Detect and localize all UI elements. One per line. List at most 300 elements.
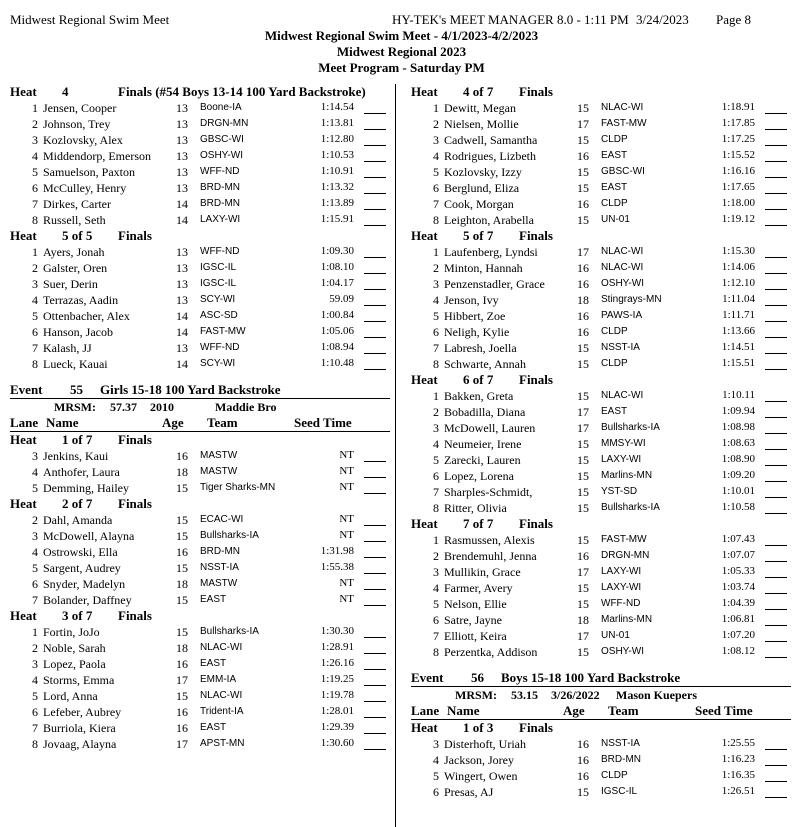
entry-row [10, 656, 390, 672]
swimmer-age: 15 [577, 485, 589, 499]
meet-record [10, 399, 390, 415]
lane-number: 6 [32, 181, 38, 195]
seed-time: 1:03.74 [721, 581, 755, 593]
swimmer-name: Bobadilla, Diana [444, 405, 526, 419]
entry-row [10, 592, 390, 608]
heat-heading [411, 372, 791, 388]
result-blank [765, 369, 787, 370]
seed-time: 1:17.25 [721, 133, 755, 145]
swimmer-age: 15 [176, 593, 188, 607]
swimmer-name: Samuelson, Paxton [43, 165, 135, 179]
swimmer-name: Storms, Emma [43, 673, 115, 687]
swimmer-name: Snyder, Madelyn [43, 577, 126, 591]
swimmer-name: Lefeber, Aubrey [43, 705, 122, 719]
entry-row [10, 576, 390, 592]
swimmer-age: 17 [577, 565, 589, 579]
swimmer-name: McDowell, Lauren [444, 421, 536, 435]
meet-title: Midwest Regional Swim Meet - 4/1/2023-4/2/2023 [264, 28, 539, 43]
result-blank [765, 657, 787, 658]
entry-row [411, 308, 791, 324]
swimmer-name: Berglund, Eliza [444, 181, 520, 195]
swimmer-name: Galster, Oren [43, 261, 108, 275]
event-label: Event [10, 382, 43, 397]
swimmer-age: 16 [176, 705, 188, 719]
swimmer-age: 13 [176, 181, 188, 195]
team-code: EMM-IA [200, 674, 237, 685]
swimmer-name: Neumeier, Irene [444, 437, 522, 451]
result-blank [765, 449, 787, 450]
lane-number: 7 [32, 593, 38, 607]
seed-time: 1:15.52 [721, 149, 755, 161]
swimmer-name: Terrazas, Aadin [43, 293, 119, 307]
entry-row [411, 356, 791, 372]
result-blank [765, 193, 787, 194]
seed-time: 1:07.20 [721, 629, 755, 641]
result-blank [765, 305, 787, 306]
heat-number: 3 of 7 [62, 608, 93, 623]
entry-row [10, 148, 390, 164]
result-blank [364, 321, 386, 322]
swimmer-age: 17 [577, 629, 589, 643]
team-code: Marlins-MN [601, 614, 653, 625]
result-blank [364, 337, 386, 338]
lane-number: 3 [32, 529, 38, 543]
heat-label: Heat [10, 496, 37, 511]
team-code: LAXY-WI [601, 454, 642, 465]
lane-number: 5 [433, 165, 439, 179]
team-code: BRD-MN [601, 754, 641, 765]
lane-number: 4 [433, 581, 439, 595]
team-code: FAST-MW [200, 326, 246, 337]
lane-number: 6 [433, 613, 439, 627]
swimmer-age: 15 [577, 533, 589, 547]
entry-row [411, 164, 791, 180]
entry-row [10, 704, 390, 720]
heat-label: Heat [10, 432, 37, 447]
lane-number: 2 [433, 405, 439, 419]
event-label: Event [411, 670, 444, 685]
team-code: SCY-WI [200, 358, 236, 369]
team-code: BRD-MN [200, 546, 240, 557]
lane-number: 8 [433, 645, 439, 659]
seed-time: 1:08.63 [721, 437, 755, 449]
lane-number: 2 [433, 261, 439, 275]
entry-row [411, 244, 791, 260]
swimmer-name: Kozlovsky, Alex [43, 133, 123, 147]
session-title: Meet Program - Saturday PM [318, 60, 485, 75]
seed-time: 1:30.60 [320, 737, 354, 749]
lane-number: 4 [32, 149, 38, 163]
entry-row [411, 436, 791, 452]
swimmer-name: Kalash, JJ [43, 341, 92, 355]
result-blank [765, 145, 787, 146]
team-code: LAXY-WI [200, 214, 241, 225]
swimmer-name: Middendorp, Emerson [43, 149, 151, 163]
swimmer-age: 15 [176, 513, 188, 527]
lane-number: 7 [433, 341, 439, 355]
header-software: HY-TEK's MEET MANAGER 8.0 - 1:11 PM [392, 12, 629, 27]
seed-time: 1:07.07 [721, 549, 755, 561]
lane-number: 8 [433, 357, 439, 371]
result-blank [364, 353, 386, 354]
event-title: Girls 15-18 100 Yard Backstroke [100, 382, 281, 397]
heat-label: Heat [411, 228, 438, 243]
entry-row [10, 244, 390, 260]
result-blank [765, 273, 787, 274]
swimmer-age: 15 [577, 133, 589, 147]
swimmer-age: 15 [577, 645, 589, 659]
seed-time: NT [339, 593, 354, 605]
seed-time: 1:19.25 [320, 673, 354, 685]
event-heading [10, 382, 390, 399]
result-blank [765, 781, 787, 782]
team-header: Team [608, 703, 639, 718]
team-code: WFF-ND [601, 598, 641, 609]
right-column [411, 84, 791, 800]
seed-time: 1:15.91 [320, 213, 354, 225]
result-blank [364, 129, 386, 130]
result-blank [765, 481, 787, 482]
left-column [10, 84, 390, 752]
team-code: YST-SD [601, 486, 638, 497]
swimmer-age: 17 [577, 117, 589, 131]
team-code: EAST [200, 722, 227, 733]
swimmer-name: Schwarte, Annah [444, 357, 526, 371]
entry-row [10, 340, 390, 356]
seed-time: 1:16.35 [721, 769, 755, 781]
seed-time: 1:12.80 [320, 133, 354, 145]
lane-number: 1 [433, 533, 439, 547]
result-blank [765, 545, 787, 546]
seed-time: 1:11.04 [722, 293, 755, 305]
result-blank [765, 577, 787, 578]
swimmer-age: 16 [577, 325, 589, 339]
entry-row [411, 212, 791, 228]
lane-number: 3 [433, 277, 439, 291]
swimmer-name: Nielsen, Mollie [444, 117, 519, 131]
result-blank [364, 289, 386, 290]
team-code: OSHY-WI [601, 646, 644, 657]
lane-number: 7 [32, 341, 38, 355]
entry-row [411, 100, 791, 116]
team-code: Bullsharks-IA [601, 502, 660, 513]
entry-row [10, 100, 390, 116]
team-code: Tiger Sharks-MN [200, 482, 276, 493]
result-blank [765, 353, 787, 354]
swimmer-name: Penzenstadler, Grace [444, 277, 545, 291]
entry-row [10, 164, 390, 180]
swimmer-age: 16 [577, 309, 589, 323]
lane-number: 6 [32, 705, 38, 719]
heat-title: Finals [118, 496, 152, 511]
meet-record [411, 687, 791, 703]
entry-row [10, 544, 390, 560]
swimmer-name: Wingert, Owen [444, 769, 518, 783]
record-label: MRSM: [455, 688, 497, 702]
swimmer-age: 15 [577, 389, 589, 403]
heat-title: Finals [519, 372, 553, 387]
swimmer-name: Cook, Morgan [444, 197, 514, 211]
lane-header: Lane [10, 415, 39, 430]
event-number: 56 [471, 670, 484, 685]
heat-title: Finals [118, 432, 152, 447]
result-blank [765, 257, 787, 258]
lane-number: 3 [32, 449, 38, 463]
swimmer-age: 13 [176, 149, 188, 163]
result-blank [364, 145, 386, 146]
team-code: NLAC-WI [601, 390, 644, 401]
swimmer-name: Bolander, Daffney [43, 593, 132, 607]
team-code: LAXY-WI [601, 566, 642, 577]
lane-number: 1 [32, 625, 38, 639]
swimmer-name: Kozlovsky, Izzy [444, 165, 522, 179]
swimmer-name: Neligh, Kylie [444, 325, 510, 339]
entry-row [10, 276, 390, 292]
column-headers [411, 703, 791, 720]
swimmer-age: 13 [176, 165, 188, 179]
swimmer-name: Lord, Anna [43, 689, 98, 703]
heat-number: 7 of 7 [463, 516, 494, 531]
heat-label: Heat [411, 516, 438, 531]
entry-row [10, 688, 390, 704]
entry-row [411, 148, 791, 164]
lane-number: 4 [32, 465, 38, 479]
swimmer-age: 18 [577, 293, 589, 307]
seed-time: NT [339, 481, 354, 493]
heat-heading [411, 84, 791, 100]
heat-number: 5 of 7 [463, 228, 494, 243]
result-blank [364, 653, 386, 654]
seed-time: 1:10.48 [320, 357, 354, 369]
swimmer-age: 16 [577, 549, 589, 563]
swimmer-age: 17 [577, 405, 589, 419]
seed-time: 1:14.54 [320, 101, 354, 113]
lane-number: 3 [433, 737, 439, 751]
result-blank [364, 749, 386, 750]
team-code: FAST-MW [601, 118, 647, 129]
seed-time: 1:18.91 [721, 101, 755, 113]
team-code: IGSC-IL [200, 262, 237, 273]
swimmer-age: 13 [176, 293, 188, 307]
team-code: SCY-WI [200, 294, 236, 305]
seed-time: 1:08.90 [721, 453, 755, 465]
team-code: GBSC-WI [200, 134, 244, 145]
result-blank [364, 685, 386, 686]
entry-row [10, 132, 390, 148]
swimmer-age: 15 [577, 437, 589, 451]
entry-row [411, 736, 791, 752]
swimmer-name: Bakken, Greta [444, 389, 514, 403]
header-meet-name: Midwest Regional Swim Meet [10, 12, 170, 27]
result-blank [364, 557, 386, 558]
swimmer-name: Cadwell, Samantha [444, 133, 538, 147]
result-blank [765, 497, 787, 498]
swimmer-name: Demming, Hailey [43, 481, 129, 495]
swimmer-age: 15 [176, 561, 188, 575]
team-code: LAXY-WI [601, 582, 642, 593]
team-code: IGSC-IL [601, 786, 638, 797]
lane-number: 1 [32, 245, 38, 259]
result-blank [765, 513, 787, 514]
result-blank [364, 305, 386, 306]
lane-number: 1 [32, 101, 38, 115]
swimmer-age: 15 [577, 597, 589, 611]
entry-row [10, 116, 390, 132]
swimmer-age: 13 [176, 261, 188, 275]
lane-number: 2 [32, 513, 38, 527]
team-code: Trident-IA [200, 706, 244, 717]
lane-number: 8 [32, 213, 38, 227]
team-code: EAST [200, 594, 227, 605]
swimmer-age: 16 [577, 149, 589, 163]
swimmer-age: 16 [577, 737, 589, 751]
swimmer-age: 15 [577, 341, 589, 355]
swimmer-age: 17 [176, 673, 188, 687]
entry-row [10, 528, 390, 544]
entry-row [411, 340, 791, 356]
heat-number: 2 of 7 [62, 496, 93, 511]
seed-header: Seed Time [294, 415, 352, 430]
heat-title: Finals [118, 228, 152, 243]
heat-number: 4 of 7 [463, 84, 494, 99]
team-code: MASTW [200, 450, 238, 461]
team-code: NSST-IA [601, 738, 640, 749]
event-heading [411, 670, 791, 687]
age-header: Age [162, 415, 184, 430]
seed-time: 1:08.94 [320, 341, 354, 353]
entry-row [411, 532, 791, 548]
entry-row [10, 464, 390, 480]
seed-time: 59.09 [329, 293, 354, 305]
result-blank [765, 609, 787, 610]
team-code: Bullsharks-IA [601, 422, 660, 433]
result-blank [364, 161, 386, 162]
lane-number: 7 [433, 629, 439, 643]
swimmer-name: Ritter, Olivia [444, 501, 507, 515]
lane-number: 1 [433, 101, 439, 115]
seed-time: 1:18.00 [721, 197, 755, 209]
seed-time: 1:08.10 [320, 261, 354, 273]
entry-row [10, 292, 390, 308]
swimmer-age: 16 [176, 657, 188, 671]
lane-number: 4 [433, 149, 439, 163]
swimmer-name: Minton, Hannah [444, 261, 523, 275]
entry-row [411, 116, 791, 132]
result-blank [765, 417, 787, 418]
entry-row [10, 324, 390, 340]
lane-number: 6 [433, 469, 439, 483]
entry-row [10, 212, 390, 228]
heat-heading [411, 516, 791, 532]
result-blank [765, 113, 787, 114]
seed-time: 1:04.17 [320, 277, 354, 289]
event-title: Boys 15-18 100 Yard Backstroke [501, 670, 681, 685]
result-blank [364, 369, 386, 370]
team-code: DRGN-MN [200, 118, 249, 129]
swimmer-name: Zarecki, Lauren [444, 453, 521, 467]
entry-row [411, 180, 791, 196]
swimmer-name: Anthofer, Laura [43, 465, 120, 479]
heat-heading [411, 228, 791, 244]
entry-row [10, 640, 390, 656]
swimmer-age: 16 [577, 753, 589, 767]
result-blank [765, 433, 787, 434]
lane-number: 5 [32, 309, 38, 323]
heat-title: Finals [519, 516, 553, 531]
swimmer-age: 15 [577, 501, 589, 515]
seed-time: NT [339, 449, 354, 461]
result-blank [765, 749, 787, 750]
lane-number: 2 [32, 261, 38, 275]
heat-heading [10, 608, 390, 624]
entry-row [411, 196, 791, 212]
result-blank [765, 465, 787, 466]
swimmer-name: Ayers, Jonah [43, 245, 105, 259]
team-code: MASTW [200, 578, 238, 589]
seed-time: NT [339, 529, 354, 541]
header-date: 3/24/2023 [636, 12, 689, 27]
team-code: WFF-ND [200, 246, 240, 257]
swimmer-name: Burriola, Kiera [43, 721, 116, 735]
swimmer-age: 14 [176, 213, 188, 227]
swimmer-name: Jovaag, Alayna [43, 737, 117, 751]
swimmer-age: 15 [577, 101, 589, 115]
result-blank [364, 573, 386, 574]
swimmer-age: 18 [176, 641, 188, 655]
swimmer-age: 15 [176, 529, 188, 543]
lane-number: 2 [433, 549, 439, 563]
result-blank [364, 669, 386, 670]
swimmer-age: 14 [176, 197, 188, 211]
seed-time: 1:26.16 [320, 657, 354, 669]
entry-row [411, 276, 791, 292]
lane-number: 5 [32, 481, 38, 495]
swimmer-name: Jackson, Jorey [444, 753, 514, 767]
seed-time: NT [339, 465, 354, 477]
swimmer-name: Lueck, Kauai [43, 357, 108, 371]
swimmer-age: 15 [577, 581, 589, 595]
record-holder: Maddie Bro [215, 400, 277, 414]
seed-time: 1:07.43 [721, 533, 755, 545]
lane-number: 8 [433, 213, 439, 227]
swimmer-age: 16 [176, 721, 188, 735]
seed-time: 1:13.32 [320, 181, 354, 193]
result-blank [765, 209, 787, 210]
swimmer-age: 15 [577, 165, 589, 179]
swimmer-name: Rasmussen, Alexis [444, 533, 535, 547]
result-blank [364, 605, 386, 606]
swimmer-name: Leighton, Arabella [444, 213, 534, 227]
swimmer-age: 13 [176, 133, 188, 147]
team-code: DRGN-MN [601, 550, 650, 561]
seed-time: 1:09.30 [320, 245, 354, 257]
swimmer-name: Perzentka, Addison [444, 645, 538, 659]
lane-number: 1 [433, 389, 439, 403]
swimmer-name: Lopez, Lorena [444, 469, 514, 483]
lane-number: 3 [32, 277, 38, 291]
swimmer-age: 15 [577, 213, 589, 227]
entry-row [411, 768, 791, 784]
result-blank [765, 625, 787, 626]
heat-heading [10, 432, 390, 448]
team-code: UN-01 [601, 630, 630, 641]
team-code: OSHY-WI [601, 278, 644, 289]
team-header: Team [207, 415, 238, 430]
lane-number: 7 [32, 721, 38, 735]
entry-row [411, 292, 791, 308]
lane-number: 4 [433, 437, 439, 451]
result-blank [364, 113, 386, 114]
